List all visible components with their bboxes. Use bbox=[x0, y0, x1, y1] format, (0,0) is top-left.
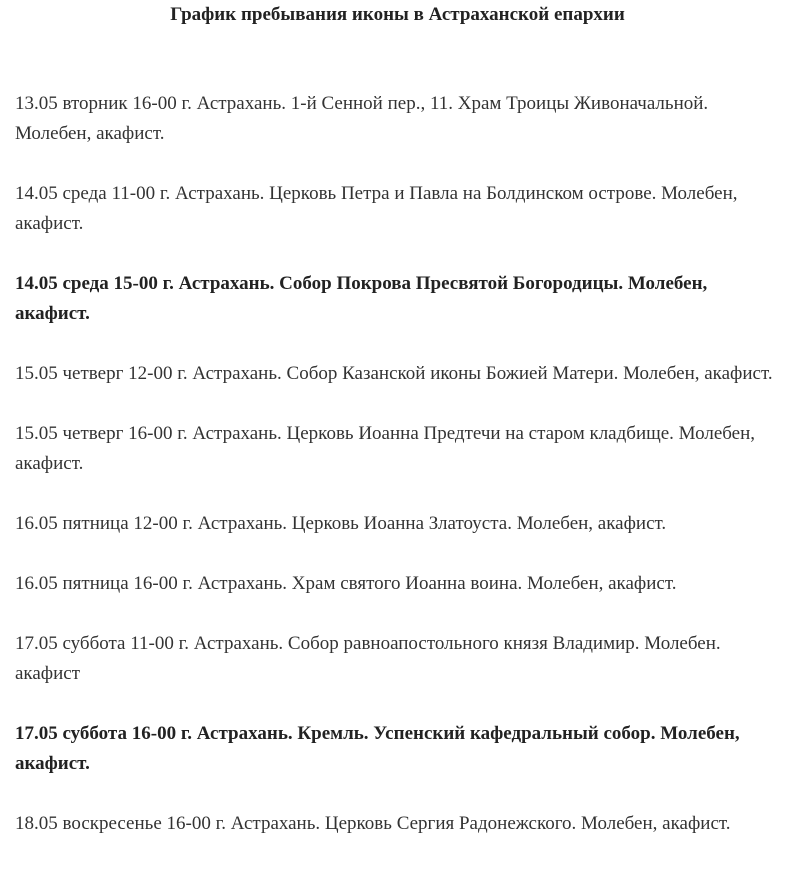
schedule-entry: 15.05 четверг 16-00 г. Астрахань. Церковь Иоанна Предтечи на старом кладбище. Молебен, акафист. bbox=[15, 423, 756, 474]
schedule-entry: 16.05 пятница 12-00 г. Астрахань. Церковь Иоанна Златоуста. Молебен, акафист. bbox=[15, 513, 667, 534]
schedule-entry: 14.05 среда 15-00 г. Астрахань. Собор Покрова Пресвятой Богородицы. Молебен, акафист. bbox=[15, 273, 708, 324]
page-title: График пребывания иконы в Астраханской епархии bbox=[170, 4, 625, 25]
schedule-entry: 13.05 вторник 16-00 г. Астрахань. 1-й Сенной пер., 11. Храм Троицы Живоначальной. Молебен, акафист. bbox=[15, 93, 709, 144]
schedule-entry: 14.05 среда 11-00 г. Астрахань. Церковь Петра и Павла на Болдинском острове. Молебен, акафист. bbox=[15, 183, 738, 234]
schedule-list bbox=[15, 89, 780, 839]
schedule-entry: 15.05 четверг 12-00 г. Астрахань. Собор Казанской иконы Божией Матери. Молебен, акафист. bbox=[15, 363, 773, 384]
schedule-entry: 18.05 воскресенье 16-00 г. Астрахань. Церковь Сергия Радонежского. Молебен, акафист. bbox=[15, 813, 731, 834]
schedule-entry: 16.05 пятница 16-00 г. Астрахань. Храм святого Иоанна воина. Молебен, акафист. bbox=[15, 573, 677, 594]
schedule-entry: 17.05 суббота 11-00 г. Астрахань. Собор равноапостольного князя Владимир. Молебен. акафист bbox=[15, 633, 721, 684]
schedule-entry: 17.05 суббота 16-00 г. Астрахань. Кремль. Успенский кафедральный собор. Молебен, акафист. bbox=[15, 723, 740, 774]
